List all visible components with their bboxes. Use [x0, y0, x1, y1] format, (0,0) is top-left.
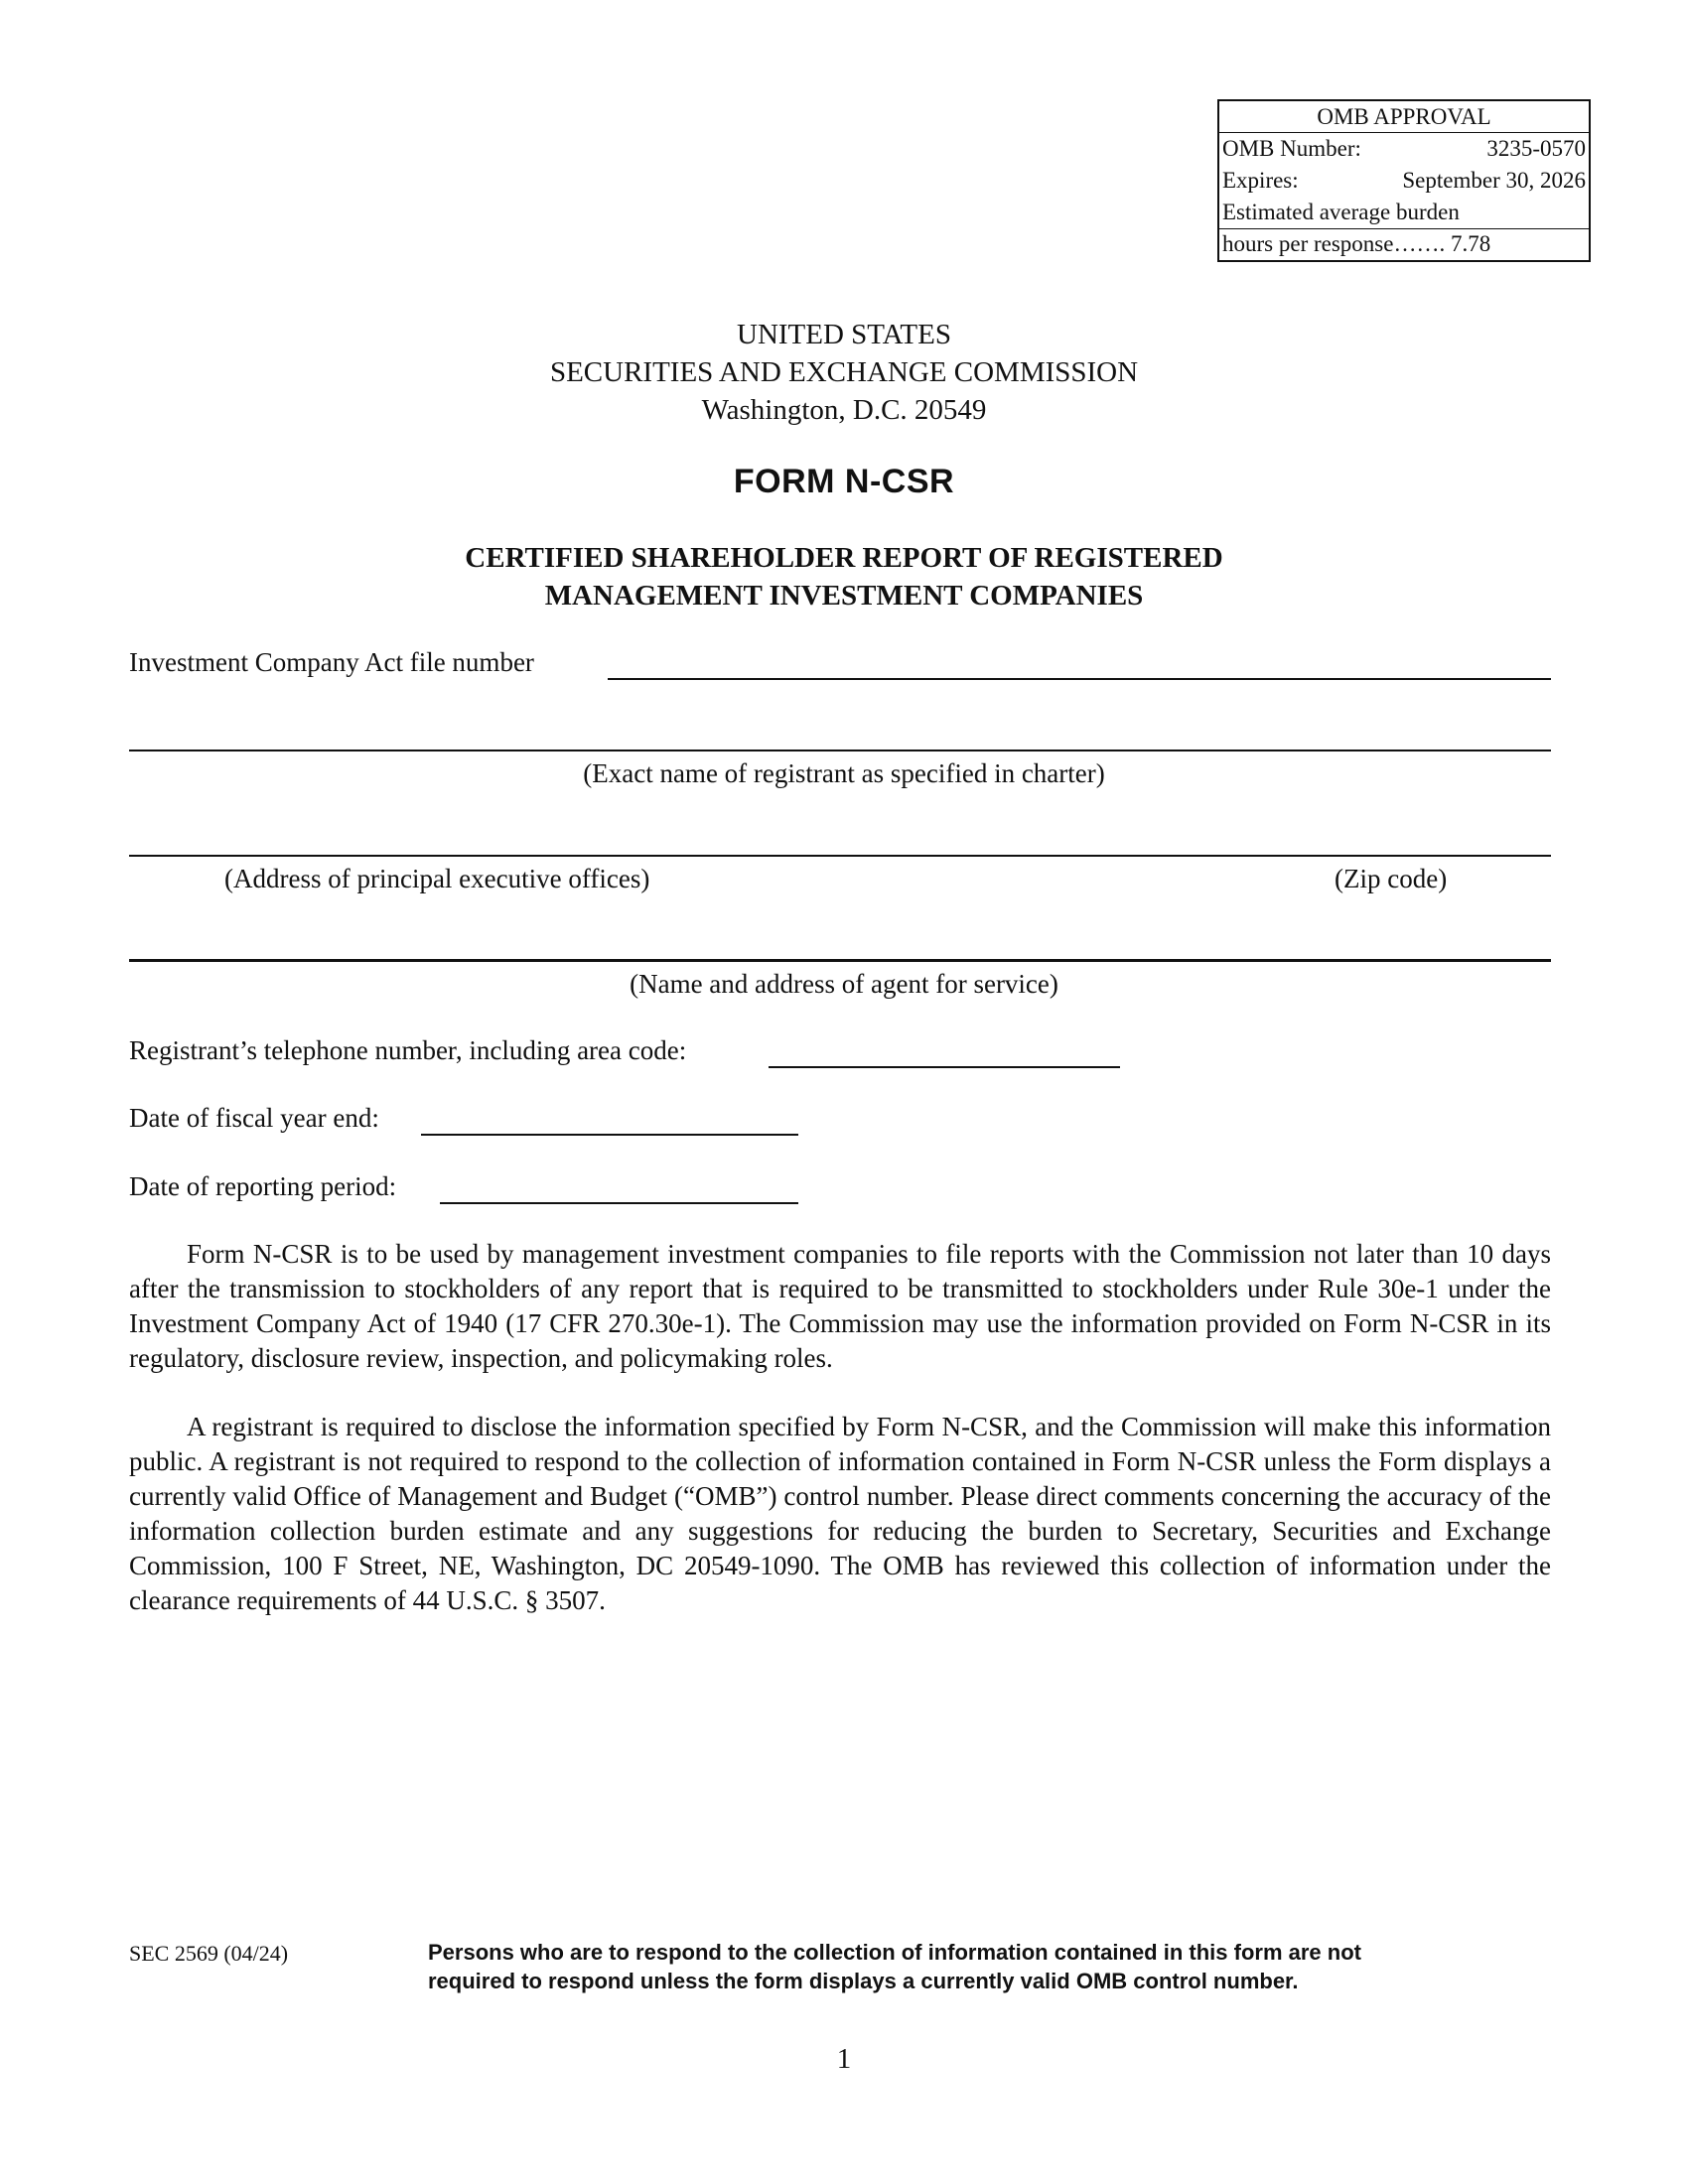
burden-paragraph — [129, 1410, 1551, 1618]
fiscal-year-end-field[interactable] — [421, 1134, 798, 1136]
omb-approval-box — [1217, 99, 1591, 262]
file-number-label: Investment Company Act file number — [129, 647, 534, 677]
telephone-field[interactable] — [769, 1066, 1120, 1068]
instructions-paragraph — [129, 1237, 1551, 1376]
agency-line-country: UNITED STATES — [737, 319, 951, 350]
registrant-name-field[interactable] — [129, 750, 1551, 751]
file-number-field[interactable] — [608, 678, 1551, 680]
address-caption: (Address of principal executive offices) — [224, 864, 650, 893]
omb-burden-line2: hours per response……. 7.78 — [1219, 228, 1589, 259]
omb-notice-line1: Persons who are to respond to the collection of information contained in this form are not — [428, 1940, 1361, 1965]
omb-expires-label: Expires: — [1222, 168, 1299, 193]
omb-expires-row — [1219, 165, 1589, 197]
zip-caption: (Zip code) — [1335, 864, 1448, 893]
omb-approval-title: OMB APPROVAL — [1219, 101, 1589, 133]
form-subtitle-line2: MANAGEMENT INVESTMENT COMPANIES — [544, 580, 1144, 612]
omb-number-label: OMB Number: — [1222, 136, 1361, 161]
form-title: FORM N-CSR — [733, 463, 955, 500]
omb-number-value: 3235-0570 — [1486, 136, 1586, 161]
reporting-period-label: Date of reporting period: — [129, 1171, 397, 1201]
agency-line-address: Washington, D.C. 20549 — [701, 394, 987, 426]
reporting-period-field[interactable] — [440, 1202, 798, 1204]
omb-expires-value: September 30, 2026 — [1402, 168, 1586, 193]
instructions-paragraph-text: Form N-CSR is to be used by management investment companies to file reports with the Commission not later than 10 days after the transmission to stockholders of any report that is required to be transmitted to stockholders under Rule 30e-1 under the Investment Company Act of 1940 (17 CFR 270.30e-1). The Commission may use the information provided on Form N-CSR in its regulatory, disclosure review, inspection, and policymaking roles. — [129, 1239, 1551, 1373]
agency-header — [0, 316, 1688, 429]
omb-notice — [428, 1938, 1361, 1995]
form-code: SEC 2569 (04/24) — [129, 1941, 289, 1966]
registrant-name-caption: (Exact name of registrant as specified in charter) — [583, 758, 1105, 788]
omb-notice-line2: required to respond unless the form displays a currently valid OMB control number. — [428, 1969, 1299, 1993]
address-field[interactable] — [129, 855, 1551, 857]
form-subtitle-line1: CERTIFIED SHAREHOLDER REPORT OF REGISTERED — [465, 542, 1223, 574]
fiscal-year-end-label: Date of fiscal year end: — [129, 1103, 379, 1133]
agent-for-service-field[interactable] — [129, 959, 1551, 962]
agent-caption: (Name and address of agent for service) — [630, 969, 1058, 999]
burden-paragraph-text: A registrant is required to disclose the information specified by Form N-CSR, and the Commission will make this information public. A registrant is not required to respond to the collection of information contained in Form N-CSR unless the Form displays a currently valid Office of Management and Budget (“OMB”) control number. Please direct comments concerning the accuracy of the information collection burden estimate and any suggestions for reducing the burden to Secretary, Securities and Exchange Commission, 100 F Street, NE, Washington, DC 20549-1090. The OMB has reviewed this collection of information under the clearance requirements of 44 U.S.C. § 3507. — [129, 1412, 1551, 1615]
form-subtitle — [0, 539, 1688, 614]
agency-line-commission: SECURITIES AND EXCHANGE COMMISSION — [549, 356, 1139, 388]
telephone-label: Registrant’s telephone number, including area code: — [129, 1035, 687, 1065]
omb-burden-line1: Estimated average burden — [1222, 200, 1460, 224]
omb-number-row — [1219, 133, 1589, 165]
page-number: 1 — [836, 2043, 852, 2075]
